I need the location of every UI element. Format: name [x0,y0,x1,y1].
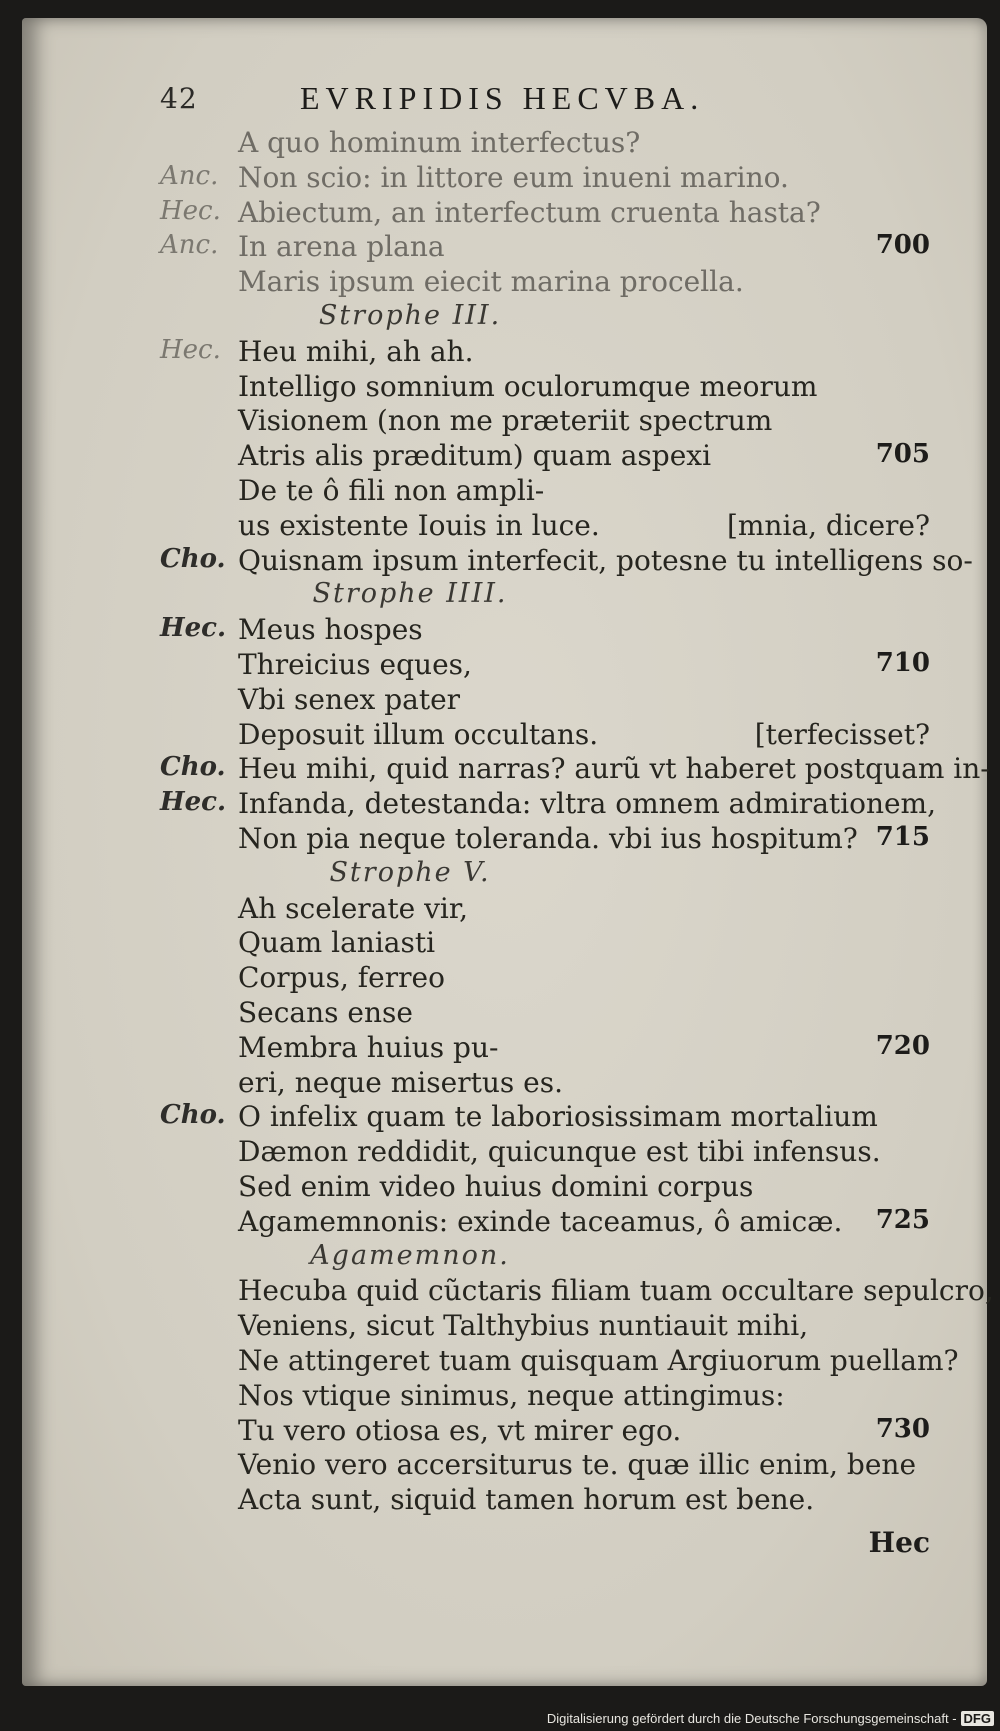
credit-text: Digitalisierung gefördert durch die Deutsche Forschungsgemeinschaft - [546,1711,957,1726]
page-number: 42 [160,82,198,115]
verse-line [0,1379,1000,1415]
line-number: 715 [875,822,930,852]
verse-text: Membra huius pu- [238,1030,499,1064]
verse-line [0,196,1000,232]
verse-text: Secans ense [238,996,413,1029]
speaker-label: Cho. [160,1100,226,1131]
verse-text: Acta sunt, siquid tamen horum est bene. [238,1483,815,1517]
verse-line [0,926,1000,962]
verse-line [0,752,1000,788]
verse-line [0,1205,1000,1241]
line-number: 730 [875,1413,930,1444]
line-number: 725 [875,1204,930,1235]
speaker-label: Cho. [160,752,226,783]
verse-line [0,1066,1000,1102]
verse-text: Heu mihi, quid narras? aurũ vt haberet postquam in- [238,752,990,786]
digitization-credit [547,1711,994,1726]
speaker-label: Hec. [160,334,221,365]
section-heading-row [0,578,1000,614]
verse-line [0,1414,1000,1450]
verse-text: Venio vero accersiturus te. quæ illic enim, bene [238,1448,917,1482]
speaker-label: Anc. [160,160,219,191]
verse-line [0,1274,1000,1310]
verse-text: Threicius eques, [238,648,472,681]
catchword: Hec [868,1526,930,1559]
verse-line [0,370,1000,406]
verse-text: Quisnam ipsum interfecit, potesne tu intelligens so- [238,543,973,577]
speaker-label: Anc. [160,230,219,261]
verse-line [0,1170,1000,1206]
verse-line [0,474,1000,510]
verse-text: Hecuba quid cũctaris filiam tuam occultare sepulcro, [238,1274,994,1308]
verse-text: Meus hospes [238,613,423,647]
verse-text: Nos vtique sinimus, neque attingimus: [238,1378,785,1412]
line-number: 705 [875,439,930,470]
verse-line [0,1344,1000,1380]
speaker-label: Hec. [160,787,226,818]
section-heading: Strophe III. [318,300,502,331]
verse-text: Intelligo somnium oculorumque meorum [238,369,818,403]
verse-text: Non scio: in littore eum inueni marino. [238,160,789,194]
verse-text: Non pia neque toleranda. vbi ius hospitum? [238,822,858,855]
verse-text: Ne attingeret tuam quisquam Argiuorum puellam? [238,1344,959,1377]
verse-text: Infanda, detestanda: vltra omnem admirationem, [238,787,937,821]
verse-text: Agamemnonis: exinde taceamus, ô amicæ. [238,1204,843,1238]
speaker-label: Hec. [160,613,226,644]
verse-line [0,892,1000,928]
verse-text: Tu vero otiosa es, vt mirer ego. [238,1413,682,1447]
dfg-logo: DFG [961,1711,994,1726]
section-heading-row [0,857,1000,893]
verse-line [0,648,1000,684]
verse-line [0,1135,1000,1171]
verse-line [0,265,1000,301]
verse-text: eri, neque misertus es. [238,1065,563,1099]
verse-line [0,544,1000,580]
verse-text: Heu mihi, ah ah. [238,334,474,368]
section-heading: Strophe V. [329,856,491,888]
verse-text: Quam laniasti [238,926,436,960]
verse-line [0,961,1000,997]
verse-text: Ah scelerate vir, [238,891,469,925]
line-number: 700 [875,230,930,261]
verse-line [0,1100,1000,1136]
verse-text: Sed enim video huius domini corpus [238,1170,754,1203]
verse-text: Dæmon reddidit, quicunque est tibi infensus. [238,1135,881,1169]
section-heading: Agamemnon. [310,1239,510,1271]
verse-line [0,1031,1000,1067]
verse-line [0,996,1000,1032]
verse-line [0,335,1000,371]
turnover-text: [terfecisset? [754,717,930,751]
verse-text: us existente Iouis in luce. [238,508,600,542]
section-heading: Strophe IIII. [312,578,508,610]
verse-text: O infelix quam te laboriosissimam mortalium [238,1100,878,1134]
section-heading-row [0,1240,1000,1276]
running-title: EVRIPIDIS HECVBA. [300,80,705,116]
verse-line [0,787,1000,823]
speaker-label: Cho. [160,543,226,574]
verse-line [0,404,1000,440]
verse-text: Atris alis præditum) quam aspexi [238,439,712,473]
section-heading-row [0,300,1000,336]
turnover-text: [mnia, dicere? [726,508,930,542]
line-number: 720 [875,1030,930,1061]
verse-line [0,613,1000,649]
verse-text: Visionem (non me præteriit spectrum [238,404,773,438]
speaker-label: Hec. [160,195,221,226]
verse-text: In arena plana [238,230,445,264]
verse-line [0,509,1000,545]
verse-text: A quo hominum interfectus? [238,126,641,159]
verse-line [0,683,1000,719]
verse-text: Abiectum, an interfectum cruenta hasta? [238,195,821,229]
verse-text: Deposuit illum occultans. [238,717,599,751]
verse-line [0,161,1000,197]
verse-line [0,230,1000,266]
verse-line [0,718,1000,754]
verse-text: Veniens, sicut Talthybius nuntiauit mihi, [238,1309,809,1343]
verse-text: Maris ipsum eiecit marina procella. [238,265,744,299]
verse-text: De te ô fili non ampli- [238,474,545,507]
verse-line [0,1483,1000,1519]
verse-text: Vbi senex pater [238,682,461,716]
verse-line [0,439,1000,475]
verse-line [0,1309,1000,1345]
line-number: 710 [875,648,930,678]
verse-line [0,822,1000,858]
verse-line [0,1448,1000,1484]
verse-line [0,126,1000,162]
verse-text: Corpus, ferreo [238,961,445,995]
